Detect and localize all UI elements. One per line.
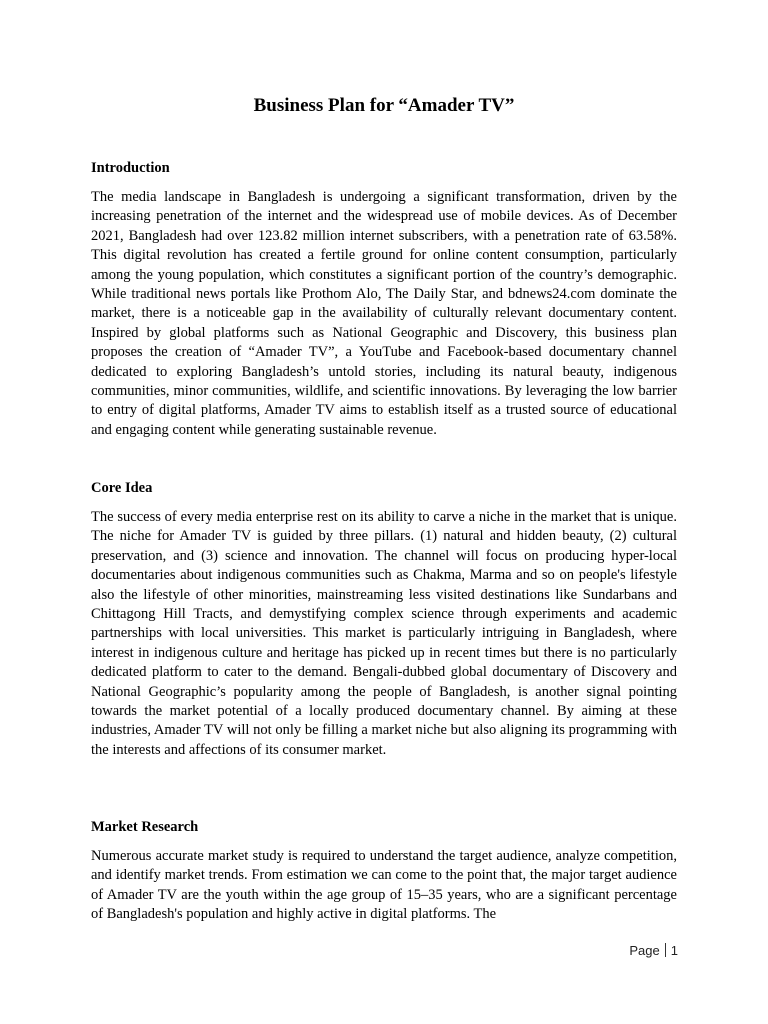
section-body-core-idea: The success of every media enterprise rest on its ability to carve a niche in the market that is unique. The niche for Amader TV is guided by three pillars. (1) natural and hidden beauty, (2) cultural preservation, and (3) science and innovation. The channel will focus on producing hyper-local documentaries about indigenous communities such as Chakma, Marma and so on people's lifestyle also the lifestyle of other minorities, mainstreaming less visited destinations like Sundarbans and Chittagong Hill Tracts, and demystifying complex science through experiments and academic partnerships with local universities. This market is particularly intriguing in Bangladesh, where interest in indigenous culture and heritage has picked up in recent times but there is no particularly dedicated platform to cater to the demand. Bengali-dubbed global documentary of Discovery and National Geographic’s popularity among the people of Bangladesh, is another signal pointing towards the market potential of a locally produced documentary channel. By aiming at these industries, Amader TV will not only be filling a market niche but also aligning its programming with the interests and affections of its consumer market.: [91, 509, 677, 758]
footer-separator: [665, 943, 666, 957]
section-heading-core-idea: Core Idea: [91, 480, 153, 496]
document-title: Business Plan for “Amader TV”: [253, 95, 515, 116]
page-number: 1: [670, 943, 678, 958]
section-heading-market-research: Market Research: [91, 819, 199, 835]
page-footer: [629, 943, 678, 959]
section-body-market-research: Numerous accurate market study is required to understand the target audience, analyze competition, and identify market trends. From estimation we can come to the point that, the major target audience of Amader TV are the youth within the age group of 15–35 years, who are a significant percentage of Bangladesh's population and highly active in digital platforms. The: [91, 848, 677, 923]
page-label: Page: [629, 943, 660, 958]
section-heading-introduction: Introduction: [91, 160, 170, 176]
section-body-introduction: The media landscape in Bangladesh is undergoing a significant transformation, driven by the increasing penetration of the internet and the widespread use of mobile devices. As of December 2021, Bangladesh had over 123.82 million internet subscribers, with a penetration rate of 63.58%. This digital revolution has created a fertile ground for online content consumption, particularly among the young population, which constitutes a significant portion of the country’s demographic. While traditional news portals like Prothom Alo, The Daily Star, and bdnews24.com dominate the market, there is a noticeable gap in the availability of culturally relevant documentary content. Inspired by global platforms such as National Geographic and Discovery, this business plan proposes the creation of “Amader TV”, a YouTube and Facebook-based documentary channel dedicated to exploring Bangladesh’s untold stories, including its natural beauty, indigenous communities, minor communities, wildlife, and scientific innovations. By leveraging the low barrier to entry of digital platforms, Amader TV aims to establish itself as a trusted source of educational and engaging content while generating sustainable revenue.: [91, 189, 677, 438]
